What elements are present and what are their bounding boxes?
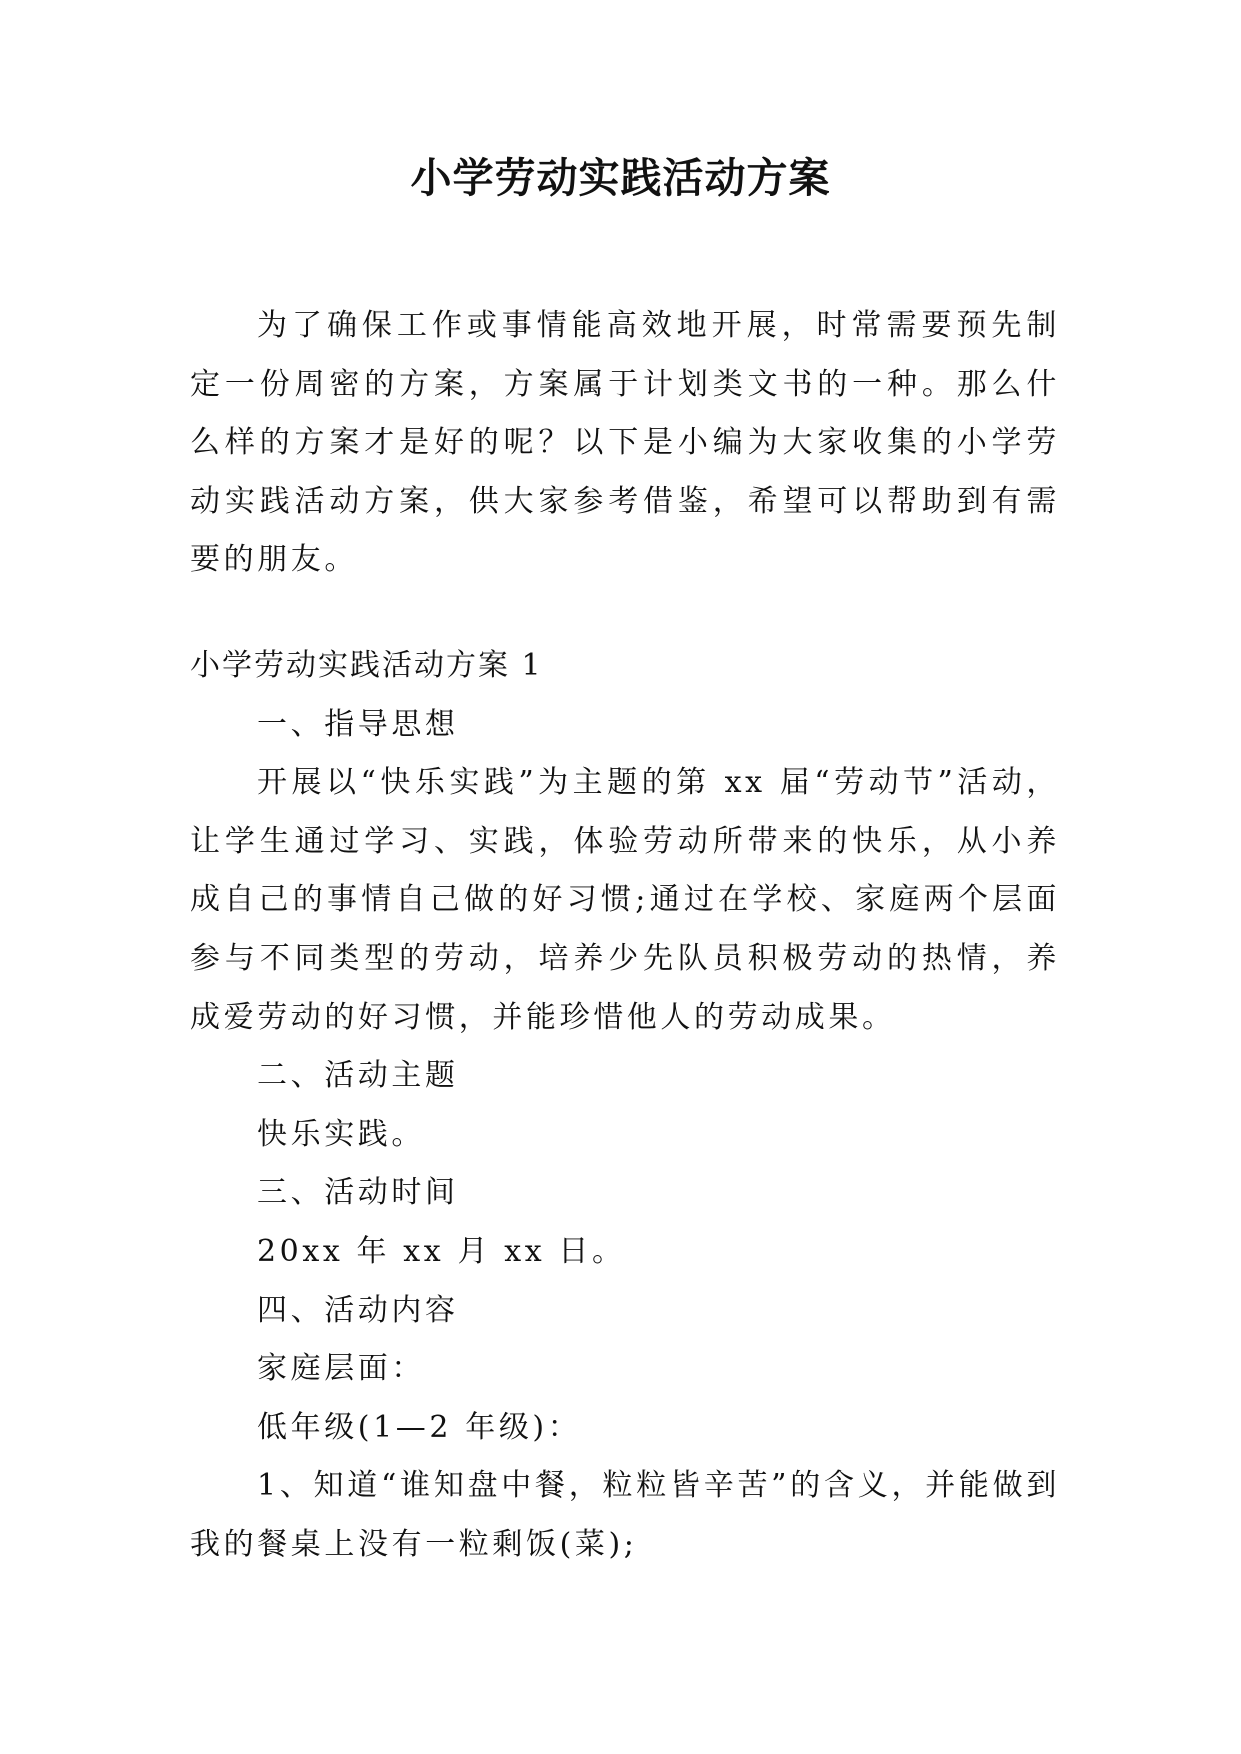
intro-block	[190, 297, 1060, 590]
heading-guiding-ideology: 一、指导思想	[257, 706, 459, 742]
paragraph-lower-grades: 低年级(1—2 年级)：	[257, 1409, 582, 1445]
intro-paragraph: 为了确保工作或事情能高效地开展，时常需要预先制定一份周密的方案，方案属于计划类文书的一种。那么什么样的方案才是好的呢？以下是小编为大家收集的小学劳动实践活动方案，供大家参考借鉴，希望可以帮助到有需要的朋友。	[190, 308, 1060, 578]
paragraph-item-1: 1、知道“谁知盘中餐，粒粒皆辛苦”的含义，并能做到我的餐桌上没有一粒剩饭(菜);	[190, 1468, 1060, 1562]
document-title: 小学劳动实践活动方案	[410, 154, 831, 202]
paragraph-family-level: 家庭层面：	[257, 1351, 425, 1387]
paragraph-activity-theme: 快乐实践。	[257, 1116, 425, 1152]
section-title: 小学劳动实践活动方案 1	[190, 648, 543, 683]
heading-activity-time: 三、活动时间	[257, 1175, 459, 1211]
content-block	[190, 637, 1060, 1575]
paragraph-guiding-ideology: 开展以“快乐实践”为主题的第 xx 届“劳动节”活动，让学生通过学习、实践，体验劳动所带来的快乐，从小养成自己的事情自己做的好习惯;通过在学校、家庭两个层面参与不同类型的劳动，培养少先队员积极劳动的热情，养成爱劳动的好习惯，并能珍惜他人的劳动成果。	[190, 765, 1060, 1035]
heading-activity-theme: 二、活动主题	[257, 1058, 459, 1094]
heading-activity-content: 四、活动内容	[257, 1292, 459, 1328]
paragraph-activity-time: 20xx 年 xx 月 xx 日。	[257, 1233, 626, 1269]
